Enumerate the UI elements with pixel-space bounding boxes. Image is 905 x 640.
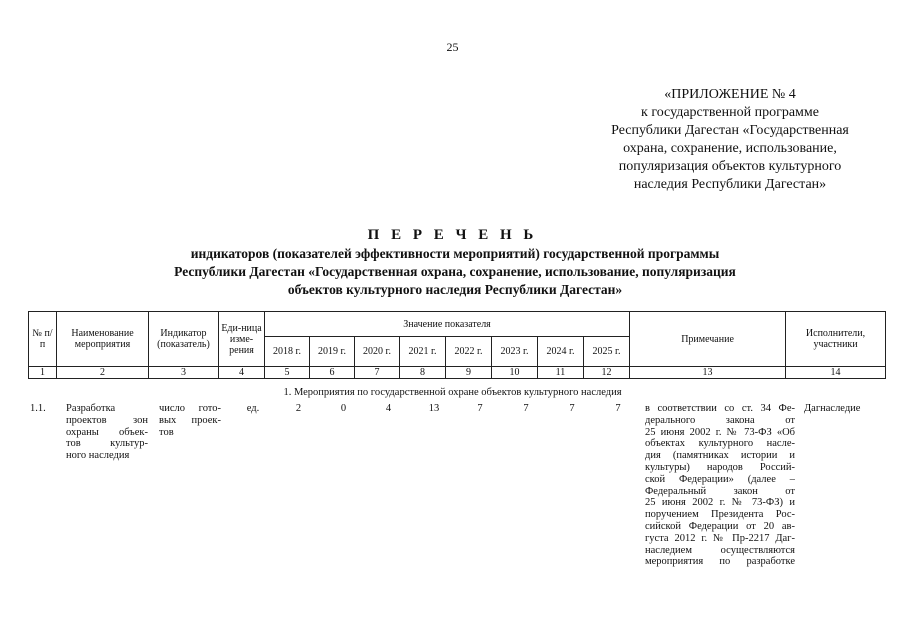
document-subtitle: [40, 245, 870, 299]
column-number: 13: [630, 367, 786, 379]
row-name-line: тов культур-: [66, 438, 148, 450]
row-value-2023: 7: [523, 403, 529, 414]
subtitle-line: Республики Дагестан «Государственная охрана, сохранение, использование, популяризация: [174, 264, 736, 279]
row-indicator-line: число гото-: [159, 403, 221, 414]
row-value-2024: 7: [569, 403, 575, 414]
row-note-line: в соответствии со ст. 34 Фе-: [645, 403, 795, 414]
row-value-2025: 7: [615, 403, 621, 414]
indicators-table: [28, 311, 886, 379]
subtitle-line: индикаторов (показателей эффективности мероприятий) государственной программы: [190, 246, 720, 261]
row-unit: ед.: [246, 403, 260, 414]
header-year: 2024 г.: [538, 337, 584, 367]
row-note-line: 25 июня 2002 г. № 73-ФЗ) и: [645, 497, 795, 509]
header-note: Примечание: [630, 312, 786, 367]
header-year: 2022 г.: [446, 337, 492, 367]
column-number: 9: [446, 367, 492, 379]
header-year: 2018 г.: [265, 337, 310, 367]
column-number: 5: [265, 367, 310, 379]
header-values-group: Значение показателя: [265, 312, 630, 337]
appendix-line: наследия Республики Дагестан»: [633, 177, 827, 192]
column-number: 7: [355, 367, 400, 379]
row-note-line: Федеральный закон от: [645, 485, 795, 497]
row-note-line: культуры) народов Россий-: [645, 461, 795, 473]
row-note-line: 25 июня 2002 г. № 73-ФЗ «Об: [645, 426, 795, 438]
row-indicator-line: вых проек-: [159, 414, 221, 426]
header-executors: Исполнители, участники: [786, 312, 886, 367]
row-name-line: ного наследия: [66, 450, 130, 462]
appendix-line: «ПРИЛОЖЕНИЕ № 4: [664, 87, 796, 102]
row-note-line: густа 2012 г. № Пр-2217 Даг-: [645, 532, 795, 544]
row-note-line: дия (памятниках истории и: [645, 450, 795, 462]
column-number: 8: [400, 367, 446, 379]
document-title: П Е Р Е Ч Е Н Ь: [367, 227, 538, 243]
header-name: Наименование мероприятия: [57, 312, 149, 367]
appendix-line: к государственной программе: [641, 105, 819, 120]
row-value-2018: 2: [295, 403, 302, 414]
page-number: 25: [446, 40, 459, 54]
row-indicator: [159, 403, 221, 438]
row-executors: Дагнаследие: [804, 403, 861, 414]
header-num: № п/п: [29, 312, 57, 367]
row-name: [66, 403, 148, 462]
subtitle-line: объектов культурного наследия Республики Дагестан»: [287, 282, 623, 297]
column-number: 4: [219, 367, 265, 379]
row-value-2019: 0: [340, 403, 347, 414]
row-indicator-line: тов: [159, 426, 174, 438]
column-number: 11: [538, 367, 584, 379]
column-number: 3: [149, 367, 219, 379]
row-note-line: объектах культурного насле-: [645, 438, 795, 450]
header-year: 2025 г.: [584, 337, 630, 367]
row-note-line: наследием осуществляются: [645, 544, 795, 556]
appendix-line: охрана, сохранение, использование,: [623, 141, 837, 156]
row-value-2020: 4: [385, 403, 392, 414]
header-unit: Еди-ница изме-рения: [219, 312, 265, 367]
row-num: 1.1.: [30, 403, 46, 414]
appendix-line: Республики Дагестан «Государственная: [611, 123, 849, 138]
row-note-line: мероприятия по разработке: [645, 556, 795, 568]
row-note-line: дерального закона от: [645, 414, 795, 426]
row-name-line: Разработка: [66, 403, 116, 414]
row-name-line: проектов зон: [66, 414, 148, 426]
row-note-line: поручением Президента Рос-: [645, 509, 795, 521]
section-title: 1. Мероприятия по государственной охране объектов культурного наследия: [283, 387, 622, 398]
row-value-2021: 13: [428, 403, 440, 414]
row-note-line: сийской Федерации от 20 ав-: [645, 520, 795, 532]
column-number: 1: [29, 367, 57, 379]
row-name-line: охраны объек-: [66, 426, 148, 438]
header-year: 2019 г.: [310, 337, 355, 367]
row-note: [645, 403, 795, 568]
row-value-2022: 7: [477, 403, 483, 414]
appendix-heading: [585, 86, 875, 194]
column-number: 6: [310, 367, 355, 379]
column-number: 14: [786, 367, 886, 379]
header-indicator: Индикатор (показатель): [149, 312, 219, 367]
column-number: 2: [57, 367, 149, 379]
column-number: 10: [492, 367, 538, 379]
header-year: 2020 г.: [355, 337, 400, 367]
row-note-line: ской Федерации» (далее –: [645, 473, 795, 485]
header-year: 2021 г.: [400, 337, 446, 367]
header-year: 2023 г.: [492, 337, 538, 367]
column-number: 12: [584, 367, 630, 379]
appendix-line: популяризация объектов культурного: [618, 159, 842, 174]
